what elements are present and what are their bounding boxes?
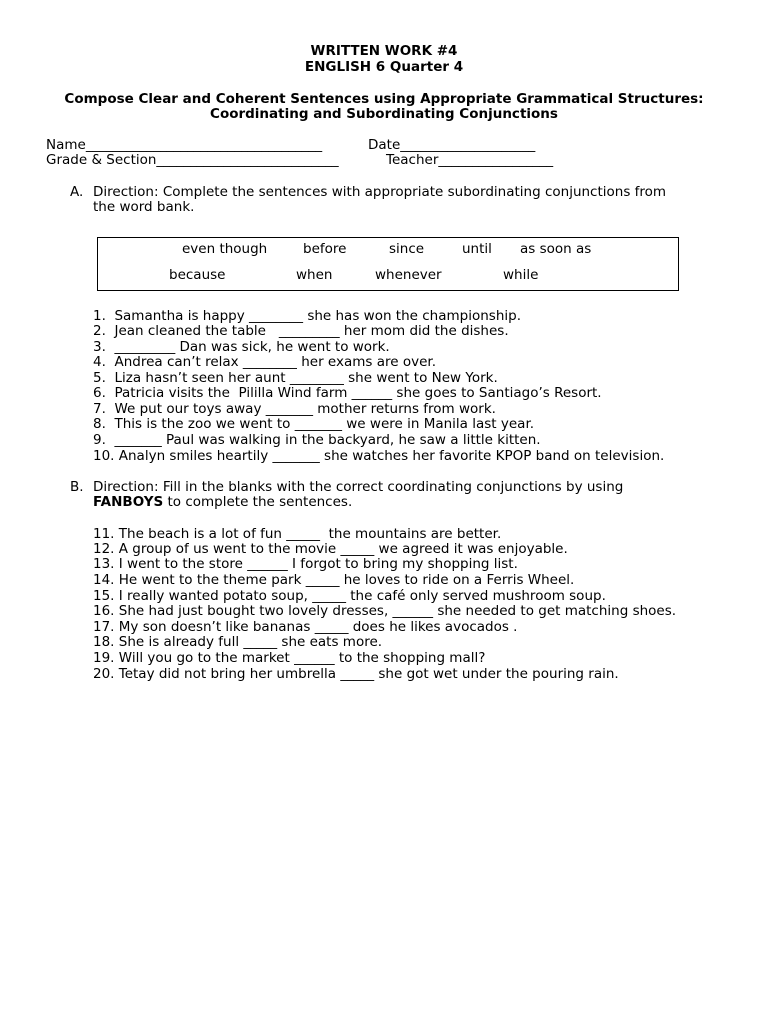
section-b-direction-line1: Direction: Fill in the blanks with the correct coordinating conjunctions by using xyxy=(93,479,624,495)
word-bank-item: because xyxy=(169,267,226,283)
section-b-item: 20. Tetay did not bring her umbrella _____ she got wet under the pouring rain. xyxy=(93,666,619,682)
word-bank-item: since xyxy=(389,241,425,257)
grade-section-field: Grade & Section___________________________ xyxy=(46,152,339,168)
section-a-letter: A. xyxy=(70,184,84,200)
word-bank-item: when xyxy=(296,267,333,283)
section-a-item: 2. Jean cleaned the table _________ her mom did the dishes. xyxy=(93,323,509,339)
section-b-item: 11. The beach is a lot of fun _____ the mountains are better. xyxy=(93,526,502,542)
section-a-item: 8. This is the zoo we went to _______ we were in Manila last year. xyxy=(93,416,535,432)
section-b-item: 17. My son doesn’t like bananas _____ does he likes avocados . xyxy=(93,619,518,635)
section-a-item: 6. Patricia visits the Pililla Wind farm ______ she goes to Santiago’s Resort. xyxy=(93,385,602,401)
word-bank-item: as soon as xyxy=(520,241,592,257)
teacher-field: Teacher_________________ xyxy=(386,152,554,168)
name-field: Name___________________________________ xyxy=(46,137,323,153)
word-bank-item: while xyxy=(503,267,539,283)
section-a-item: 1. Samantha is happy ________ she has won the championship. xyxy=(93,308,521,324)
section-b-direction-line2 xyxy=(93,494,352,510)
word-bank-box xyxy=(97,237,679,291)
section-b-item: 13. I went to the store ______ I forgot to bring my shopping list. xyxy=(93,556,518,572)
fanboys-keyword: FANBOYS xyxy=(93,494,164,510)
topic-heading-line2: Coordinating and Subordinating Conjunctions xyxy=(210,106,558,122)
word-bank-item: until xyxy=(462,241,492,257)
section-b-direction-rest: to complete the sentences. xyxy=(163,494,353,510)
worksheet-title: WRITTEN WORK #4 xyxy=(310,43,458,59)
date-field: Date____________________ xyxy=(368,137,536,153)
section-b-item: 12. A group of us went to the movie _____ we agreed it was enjoyable. xyxy=(93,541,568,557)
worksheet-subject: ENGLISH 6 Quarter 4 xyxy=(304,59,464,75)
section-a-item: 10. Analyn smiles heartily _______ she watches her favorite KPOP band on television. xyxy=(93,448,665,464)
section-a-direction-line2: the word bank. xyxy=(93,199,195,215)
word-bank-item: before xyxy=(303,241,347,257)
section-a-item: 9. _______ Paul was walking in the backyard, he saw a little kitten. xyxy=(93,432,541,448)
section-b-item: 15. I really wanted potato soup, _____ the café only served mushroom soup. xyxy=(93,588,606,604)
section-a-item: 3. _________ Dan was sick, he went to work. xyxy=(93,339,390,355)
section-a-item: 5. Liza hasn’t seen her aunt ________ she went to New York. xyxy=(93,370,498,386)
section-b-item: 19. Will you go to the market ______ to the shopping mall? xyxy=(93,650,486,666)
section-b-item: 14. He went to the theme park _____ he loves to ride on a Ferris Wheel. xyxy=(93,572,575,588)
word-bank-item: even though xyxy=(182,241,268,257)
section-b-item: 16. She had just bought two lovely dresses, ______ she needed to get matching shoes. xyxy=(93,603,677,619)
section-a-item: 4. Andrea can’t relax ________ her exams are over. xyxy=(93,354,437,370)
section-a-item: 7. We put our toys away _______ mother returns from work. xyxy=(93,401,496,417)
topic-heading-line1: Compose Clear and Coherent Sentences using Appropriate Grammatical Structures: xyxy=(64,91,704,107)
section-a-direction-line1: Direction: Complete the sentences with appropriate subordinating conjunctions from xyxy=(93,184,667,200)
word-bank-item: whenever xyxy=(375,267,442,283)
section-b-item: 18. She is already full _____ she eats more. xyxy=(93,634,383,650)
section-b-letter: B. xyxy=(70,479,84,495)
